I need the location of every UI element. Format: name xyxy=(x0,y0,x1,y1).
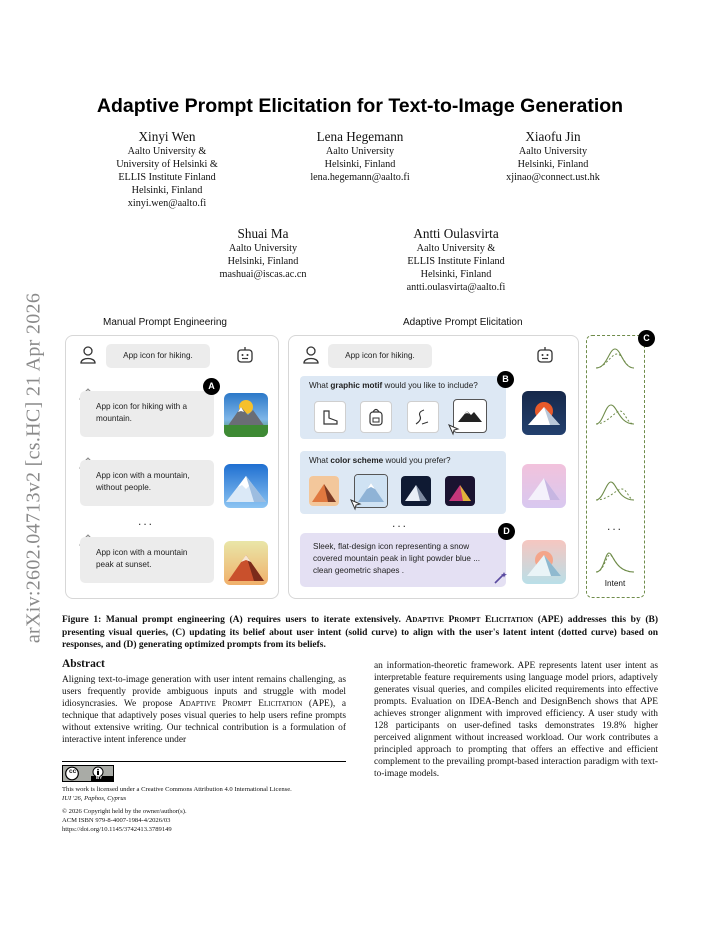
question-color-text: What color scheme would you prefer? xyxy=(309,456,451,465)
question-motif xyxy=(300,376,506,439)
badge-b: B xyxy=(497,371,514,388)
user-icon xyxy=(303,346,319,369)
affiliation-line: Aalto University xyxy=(325,146,395,157)
affiliation-line: Aalto University & xyxy=(416,243,496,254)
user-prompt-bubble: App icon for hiking. xyxy=(106,344,210,368)
copyright-text: © 2026 Copyright held by the owner/author(s). xyxy=(62,808,187,815)
intent-curve xyxy=(595,402,635,426)
license-text: This work is licensed under a Creative Commons Attribution 4.0 International License. xyxy=(62,786,292,793)
option-trail[interactable] xyxy=(407,401,439,433)
affiliation-line: ELLIS Institute Finland xyxy=(407,256,505,267)
robot-icon xyxy=(236,346,254,369)
arxiv-identifier: arXiv:2602.04713v2 [cs.HC] 21 Apr 2026 xyxy=(22,292,45,644)
isbn-text: ACM ISBN 979-8-4007-1984-4/2026/03 xyxy=(62,817,171,824)
affiliation-line: Helsinki, Finland xyxy=(131,185,203,196)
affiliation-line: Aalto University & xyxy=(127,146,207,157)
cc-mark: cc xyxy=(69,768,77,775)
intent-curve xyxy=(595,550,635,574)
generated-image xyxy=(522,391,566,435)
author-name: Shuai Ma xyxy=(237,226,289,241)
manual-panel xyxy=(65,335,279,599)
magic-wand-icon xyxy=(493,571,507,590)
venue-text: IUI '26, Paphos, Cyprus xyxy=(62,795,127,802)
doi-link[interactable]: https://doi.org/10.1145/3742413.3789149 xyxy=(62,826,172,833)
ellipsis: ... xyxy=(392,516,409,530)
intent-curve xyxy=(595,346,635,370)
intent-curve xyxy=(595,478,635,502)
figure-1 xyxy=(62,310,682,606)
author-block xyxy=(188,226,338,281)
user-icon xyxy=(80,346,96,369)
cursor-icon xyxy=(448,423,460,441)
affiliation-line: Helsinki, Finland xyxy=(227,256,299,267)
affiliation-line: Aalto University xyxy=(518,146,588,157)
author-name: Xinyi Wen xyxy=(138,129,196,144)
paper-title: Adaptive Prompt Elicitation for Text-to-Image Generation xyxy=(96,95,624,117)
author-name: Lena Hegemann xyxy=(316,129,404,144)
generated-image xyxy=(224,541,268,585)
author-block xyxy=(478,129,628,184)
generated-image xyxy=(224,393,268,437)
panel-title-adaptive: Adaptive Prompt Elicitation xyxy=(403,317,523,328)
final-prompt: Sleek, flat-design icon representing a snow covered mountain peak in light powder blue ... clean geometric shapes . xyxy=(300,533,506,587)
abstract-left-column: Aligning text-to-image generation with user intent remains challenging, as users frequently provide ambiguous inputs and struggle with model idiosyncrasies. We propose Adaptive Prompt Elicitation (APE), a technique that adaptively poses visual queries to help users refine prompts without extensive writing. Our technical contribution is a formulation of interactive intent inference under xyxy=(62,675,346,746)
affiliation-line: Helsinki, Finland xyxy=(517,159,589,170)
manual-prompt-bubble: App icon for hiking with a mountain. xyxy=(80,391,214,437)
option-neon-palette[interactable] xyxy=(445,476,475,506)
ellipsis: ... xyxy=(138,514,155,528)
manual-prompt-bubble: App icon with a mountain peak at sunset. xyxy=(80,537,214,583)
footnote-rule xyxy=(62,761,346,762)
panel-title-manual: Manual Prompt Engineering xyxy=(103,317,227,328)
abstract-right-column: an information-theoretic framework. APE represents latent user intent as interpretable feature requirements using language model priors, adaptively generates visual queries, and compiles elicited requirements into effective prompts. Evaluation on IDEA-Bench and DesignBench shows that APE achieves stronger alignment with improved efficiency. A user study with 128 participants on user-defined tasks demonstrates 19.8% higher perceived alignment without increased workload. Our work contributes a principled approach to prompting that offers an effective and efficient complement to the prevailing prompt-based interaction paradigm with text-to-image models. xyxy=(374,661,658,780)
author-email: mashuai@iscas.ac.cn xyxy=(219,269,307,280)
badge-c: C xyxy=(638,330,655,347)
author-block xyxy=(285,129,435,184)
intent-panel xyxy=(586,335,645,598)
abstract-heading: Abstract xyxy=(62,658,105,670)
robot-icon xyxy=(536,346,554,369)
cc-by-label: BY xyxy=(96,775,103,780)
author-email: lena.hegemann@aalto.fi xyxy=(310,172,410,183)
generated-image xyxy=(224,464,268,508)
option-sunset-palette[interactable] xyxy=(309,476,339,506)
author-name: Antti Oulasvirta xyxy=(413,226,499,241)
option-boot[interactable] xyxy=(314,401,346,433)
cc-by-logo[interactable] xyxy=(62,765,114,782)
author-email: xinyi.wen@aalto.fi xyxy=(127,198,207,209)
user-prompt-bubble: App icon for hiking. xyxy=(328,344,432,368)
figure-caption: Figure 1: Manual prompt engineering (A) requires users to iterate extensively. Adaptive Prompt Elicitation (APE) addresses this by (B) presenting visual queries, (C) updating its belief about user intent (solid curve) to align with the user's latent intent (dotted curve) based on responses, and (D) generating optimized prompts from its beliefs. xyxy=(62,615,658,651)
ellipsis: ... xyxy=(607,519,624,533)
cursor-icon xyxy=(350,498,362,516)
manual-prompt-bubble: App icon with a mountain, without people. xyxy=(80,460,214,506)
generated-image xyxy=(522,540,566,584)
author-email: antti.oulasvirta@aalto.fi xyxy=(406,282,506,293)
affiliation-line: Helsinki, Finland xyxy=(420,269,492,280)
affiliation-line: University of Helsinki & xyxy=(116,159,218,170)
author-block xyxy=(92,129,242,210)
generated-image xyxy=(522,464,566,508)
affiliation-line: Aalto University xyxy=(228,243,298,254)
option-night-palette[interactable] xyxy=(401,476,431,506)
badge-a: A xyxy=(203,378,220,395)
author-name: Xiaofu Jin xyxy=(525,129,581,144)
question-motif-text: What graphic motif would you like to include? xyxy=(309,381,478,390)
affiliation-line: ELLIS Institute Finland xyxy=(118,172,216,183)
adaptive-panel xyxy=(288,335,579,599)
intent-label: Intent xyxy=(604,579,626,588)
author-email: xjinao@connect.ust.hk xyxy=(506,172,600,183)
question-color xyxy=(300,451,506,514)
affiliation-line: Helsinki, Finland xyxy=(324,159,396,170)
author-block xyxy=(381,226,531,294)
badge-d: D xyxy=(498,523,515,540)
option-backpack[interactable] xyxy=(360,401,392,433)
